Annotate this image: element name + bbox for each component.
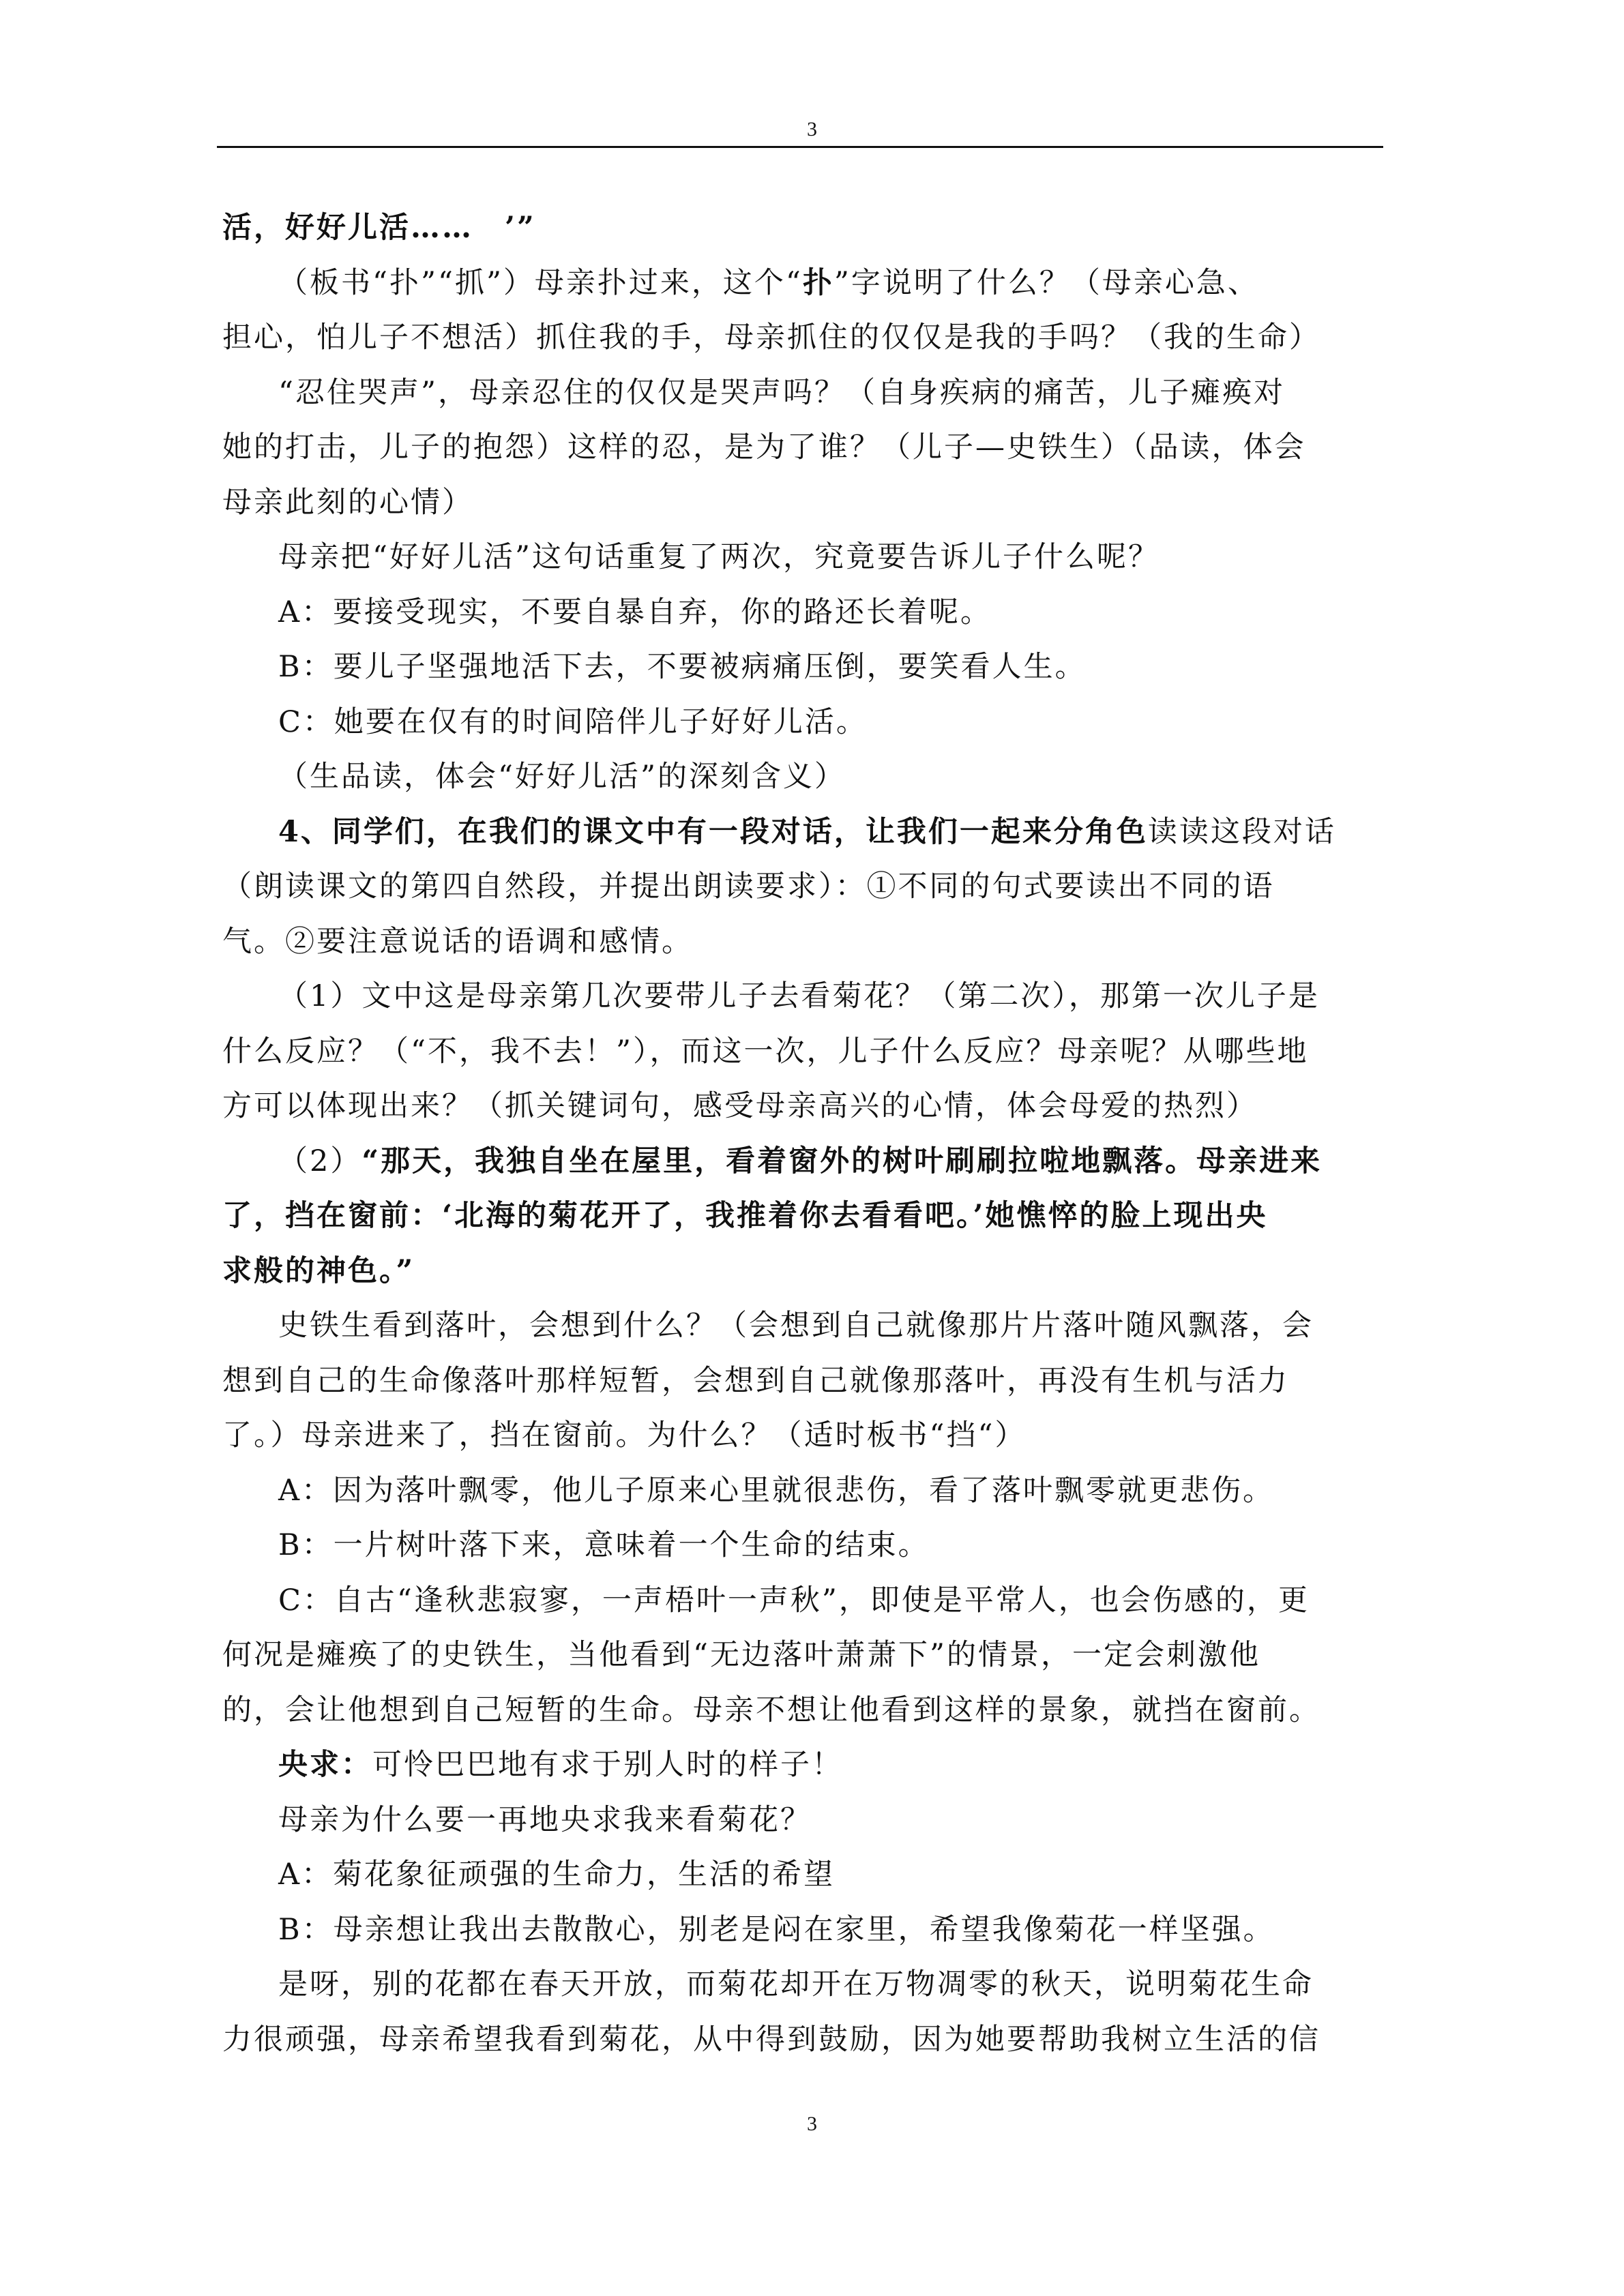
option-a: A：菊花象征顽强的生命力，生活的希望 — [278, 1858, 836, 1892]
section-heading-4 — [222, 805, 1382, 860]
paragraph-line: （1）文中这是母亲第几次要带儿子去看菊花？（第二次），那第一次儿子是 — [278, 979, 1320, 1013]
paragraph-line — [222, 256, 1382, 311]
paragraph-line: （生品读，体会“好好儿活”的深刻含义） — [278, 760, 846, 794]
header-rule — [217, 146, 1383, 148]
option-b: B：母亲想让我出去散散心，别老是闷在家里，希望我像菊花一样坚强。 — [278, 1912, 1275, 1947]
quote-line: 了，挡在窗前：‘北海的菊花开了，我推着你去看看吧。’她憔悴的脸上现出央 — [222, 1199, 1268, 1233]
paragraph-line: 何况是瘫痪了的史铁生，当他看到“无边落叶萧萧下”的情景，一定会刺激他 — [222, 1638, 1260, 1672]
paragraph-line: 史铁生看到落叶，会想到什么？（会想到自己就像那片片落叶随风飘落，会 — [278, 1309, 1314, 1343]
paragraph-line: 她的打击，儿子的抱怨）这样的忍，是为了谁？（儿子—史铁生）（品读，体会 — [222, 430, 1306, 464]
header-page-number: 3 — [807, 118, 817, 140]
text-run: 可怜巴巴地有求于别人时的样子！ — [372, 1748, 843, 1782]
quote-line: 求般的神色。” — [222, 1253, 415, 1288]
paragraph-line: “忍住哭声”，母亲忍住的仅仅是哭声吗？（自身疾病的痛苦，儿子瘫痪对 — [278, 375, 1285, 410]
definition-line — [222, 1738, 1382, 1793]
text-run: ”字说明了什么？（母亲心急、 — [833, 265, 1259, 300]
bold-term: 央求： — [278, 1748, 372, 1782]
bold-text-run: 4、同学们，在我们的课文中有一段对话，让我们一起来分角色 — [278, 814, 1148, 849]
option-c: C：她要在仅有的时间陪伴儿子好好儿活。 — [278, 704, 868, 739]
paragraph-line: 活，好好儿活…… ’” — [222, 211, 536, 245]
text-run: 读读这段对话 — [1147, 814, 1336, 849]
paragraph-line: 什么反应？（“不，我不去！”），而这一次，儿子什么反应？母亲呢？从哪些地 — [222, 1034, 1309, 1069]
paragraph-line: 是呀，别的花都在春天开放，而菊花却开在万物凋零的秋天，说明菊花生命 — [278, 1967, 1314, 2001]
option-c: C：自古“逢秋悲寂寥，一声梧叶一声秋”，即使是平常人，也会伤感的，更 — [278, 1583, 1310, 1617]
quote-line — [222, 1134, 1382, 1189]
footer-page-number: 3 — [807, 2113, 817, 2135]
paragraph-line: 母亲此刻的心情） — [222, 485, 473, 520]
option-a: A：要接受现实，不要自暴自弃，你的路还长着呢。 — [278, 595, 992, 629]
paragraph-line: 力很顽强，母亲希望我看到菊花，从中得到鼓励，因为她要帮助我树立生活的信 — [222, 2022, 1320, 2057]
bold-char-pu: 扑 — [802, 265, 834, 300]
paragraph-line: 担心，怕儿子不想活）抓住我的手，母亲抓住的仅仅是我的手吗？（我的生命） — [222, 320, 1320, 355]
paragraph-line: 了。）母亲进来了，挡在窗前。为什么？（适时板书“挡“） — [222, 1418, 1027, 1452]
paragraph-line: 的，会让他想到自己短暂的生命。母亲不想让他看到这样的景象，就挡在窗前。 — [222, 1693, 1320, 1727]
bold-text-run: “那天，我独自坐在屋里，看着窗外的树叶刷刷拉啦地飘落。母亲进来 — [361, 1144, 1323, 1178]
option-b: B：要儿子坚强地活下去，不要被病痛压倒，要笑看人生。 — [278, 650, 1087, 684]
paragraph-line: 母亲为什么要一再地央求我来看菊花？ — [278, 1802, 812, 1837]
option-b: B：一片树叶落下来，意味着一个生命的结束。 — [278, 1528, 930, 1562]
text-run: （板书“扑”“抓”）母亲扑过来，这个“ — [278, 265, 803, 300]
paragraph-line: 想到自己的生命像落叶那样短暂，会想到自己就像那落叶，再没有生机与活力 — [222, 1363, 1289, 1398]
paragraph-line: 方可以体现出来？（抓关键词句，感受母亲高兴的心情，体会母爱的热烈） — [222, 1089, 1258, 1123]
paragraph-line: 母亲把“好好儿活”这句话重复了两次，究竟要告诉儿子什么呢？ — [278, 540, 1160, 574]
paragraph-line: （朗读课文的第四自然段，并提出朗读要求）：①不同的句式要读出不同的语 — [222, 869, 1275, 904]
document-body — [222, 200, 1382, 2067]
text-run: （2） — [278, 1144, 362, 1178]
paragraph-line: 气。②要注意说话的语调和感情。 — [222, 924, 693, 959]
option-a: A：因为落叶飘零，他儿子原来心里就很悲伤，看了落叶飘零就更悲伤。 — [278, 1473, 1275, 1508]
